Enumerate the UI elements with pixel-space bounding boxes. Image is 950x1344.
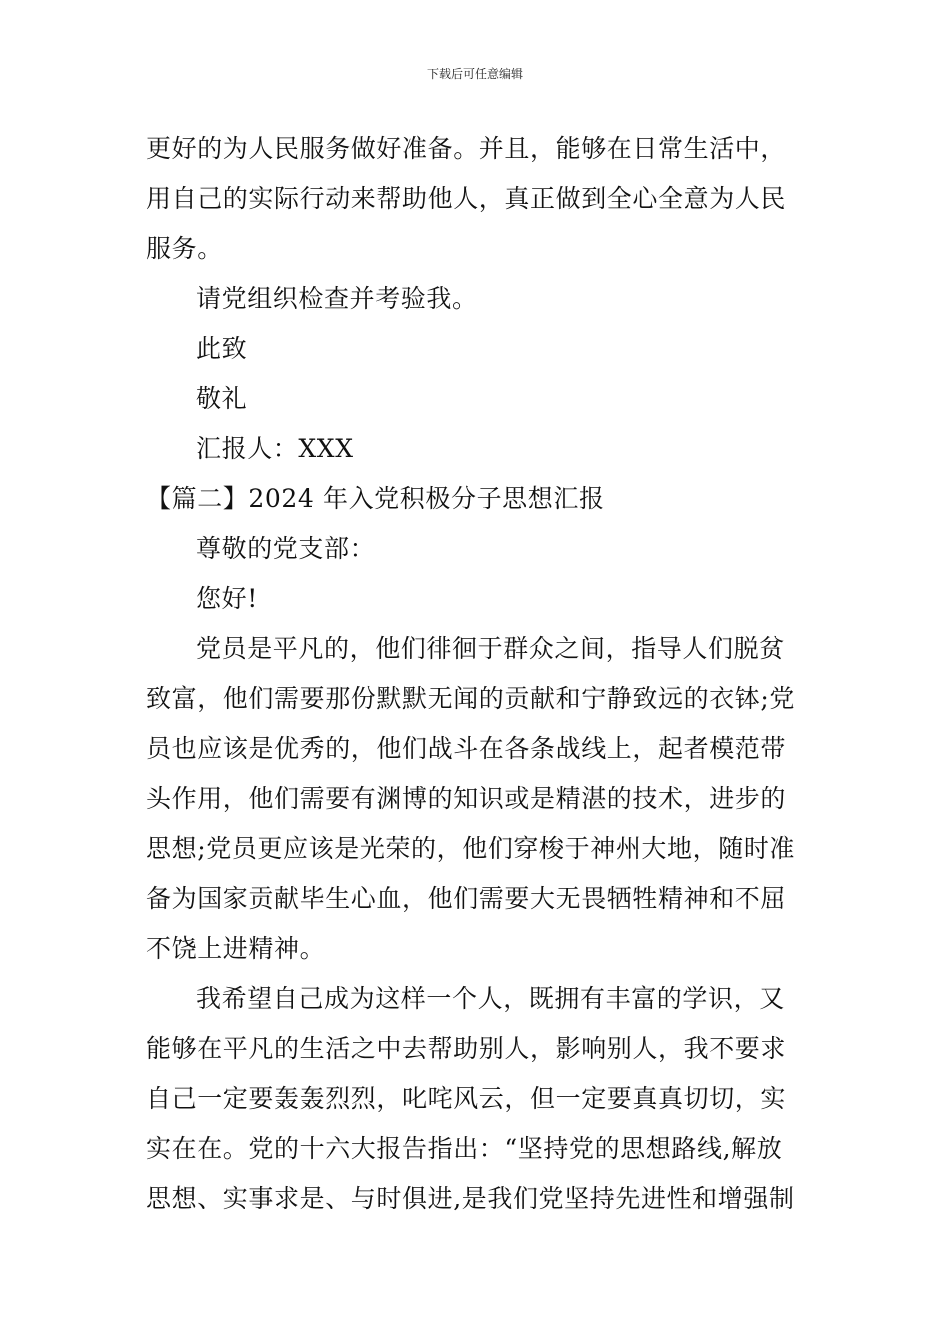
closing-salutation: 此致: [196, 334, 248, 363]
reporter-signature: 汇报人：XXX: [196, 434, 354, 463]
body-text-line: 思想、实事求是、与时俱进,是我们党坚持先进性和增强制: [146, 1184, 795, 1213]
body-text-line: 我希望自己成为这样一个人，既拥有丰富的学识，又: [196, 984, 785, 1013]
body-text-line: 服务。: [146, 234, 223, 263]
body-text-line: 能够在平凡的生活之中去帮助别人，影响别人，我不要求: [146, 1034, 787, 1063]
body-text-line: 思想;党员更应该是光荣的，他们穿梭于神州大地，随时准: [146, 834, 796, 863]
body-text-line: 自己一定要轰轰烈烈，叱咤风云，但一定要真真切切，实: [146, 1084, 787, 1113]
body-text-line: 备为国家贡献毕生心血，他们需要大无畏牺牲精神和不屈: [146, 884, 787, 913]
greeting-line: 尊敬的党支部：: [196, 534, 376, 563]
greeting-line: 您好!: [196, 584, 258, 613]
body-text-line: 用自己的实际行动来帮助他人，真正做到全心全意为人民: [146, 184, 787, 213]
body-text-line: 头作用，他们需要有渊博的知识或是精湛的技术，进步的: [146, 784, 787, 813]
body-text-line: 更好的为人民服务做好准备。并且，能够在日常生活中，: [146, 134, 787, 163]
closing-salutation: 敬礼: [196, 384, 248, 413]
body-text-line: 党员是平凡的，他们徘徊于群众之间，指导人们脱贫: [196, 634, 785, 663]
body-text-line: 不饶上进精神。: [146, 934, 326, 963]
body-text-line: 致富，他们需要那份默默无闻的贡献和宁静致远的衣钵;党: [146, 684, 796, 713]
body-text-line: 实在在。党的十六大报告指出：“坚持党的思想路线,解放: [146, 1134, 783, 1163]
section-heading: 【篇二】2024 年入党积极分子思想汇报: [146, 484, 605, 513]
body-text-line: 请党组织检查并考验我。: [196, 284, 478, 313]
page-header: 下载后可任意编辑: [426, 67, 523, 81]
body-text-line: 员也应该是优秀的，他们战斗在各条战线上，起者模范带: [146, 734, 787, 763]
